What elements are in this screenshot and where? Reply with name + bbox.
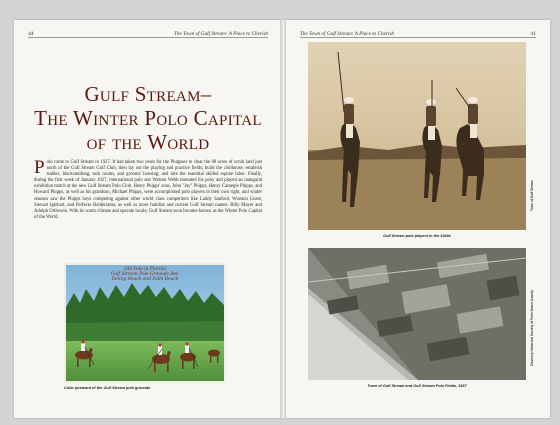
postcard-text-line-3: Delray Beach and Palm Beach xyxy=(111,277,179,282)
top-photo-caption: Gulf Stream polo players in the 1940s xyxy=(383,234,451,238)
left-page-number: 44 xyxy=(28,31,34,37)
bottom-photo-credit: Courtesy Historical Society of Palm Beach County xyxy=(530,290,534,367)
body-text: olo came to Gulf Stream in 1927. It had taken two years for the Phippses to clear the 88 acres of scrub land just north of the Gulf Stream Golf Club, then lay out the playing and practice fields; build the clubhouse; establish stables, blacksmithing, tack rooms, and grooms' housing; and hire the essential skilled equine labor. Finally, during the first week of January 1927, international polo star Watson Webb mounted his pony and played an inaugural exhibition match at the new Gulf Stream Polo Club. Henry Phipps' sons, John "Jay" Phipps, Henry Carnegie Phipps, and Howard Phipps, as well as his grandson, Michael Phipps, were accomplished polo players in their own right, and winter seasons saw the Phipps boys competing against other world class competitors like Laddy Sanford, Winston Guest, Stewart Iglehart, and Perfecto Balderrama, as well as more familiar and current Gulf Stream names: Billy Mayer and Adolph Orthwein. With its warm climate and upscale locale, Gulf Stream soon became known as the Winter Polo Capital of the World. xyxy=(34,160,262,220)
right-running-head: The Town of Gulf Stream: A Place to Cherish xyxy=(300,31,394,37)
aerial-image xyxy=(308,248,526,380)
postcard-photo xyxy=(64,263,226,383)
postcard-text-line-1: Old Polo in Florida xyxy=(124,267,166,272)
drop-cap: P xyxy=(34,157,45,178)
right-page-header xyxy=(300,28,536,38)
chapter-title xyxy=(28,82,268,154)
top-photo-credit: Town of Gulf Stream xyxy=(530,180,534,211)
polo-players-photo xyxy=(308,42,526,230)
aerial-photo xyxy=(308,248,526,380)
postcard-printed-text xyxy=(64,267,226,282)
title-line-2: The Winter Polo Capital xyxy=(34,106,262,130)
left-running-head: The Town of Gulf Stream: A Place to Cherish xyxy=(174,31,268,37)
body-paragraph xyxy=(34,157,262,221)
postcard-text-line-2: Gulf Stream Polo Grounds Bet. xyxy=(110,272,180,277)
title-line-1: Gulf Stream– xyxy=(84,82,212,106)
left-page xyxy=(14,20,282,418)
left-page-header xyxy=(28,28,268,38)
title-line-3: of the World xyxy=(86,130,210,154)
right-page-number: 41 xyxy=(530,31,536,37)
bottom-photo-caption: Town of Gulf Stream and Gulf Stream Polo Fields, 1937 xyxy=(367,384,467,388)
postcard-caption: Color postcard of the Gulf Stream polo grounds xyxy=(64,386,151,390)
right-page xyxy=(286,20,550,418)
polo-players-image xyxy=(308,42,526,230)
